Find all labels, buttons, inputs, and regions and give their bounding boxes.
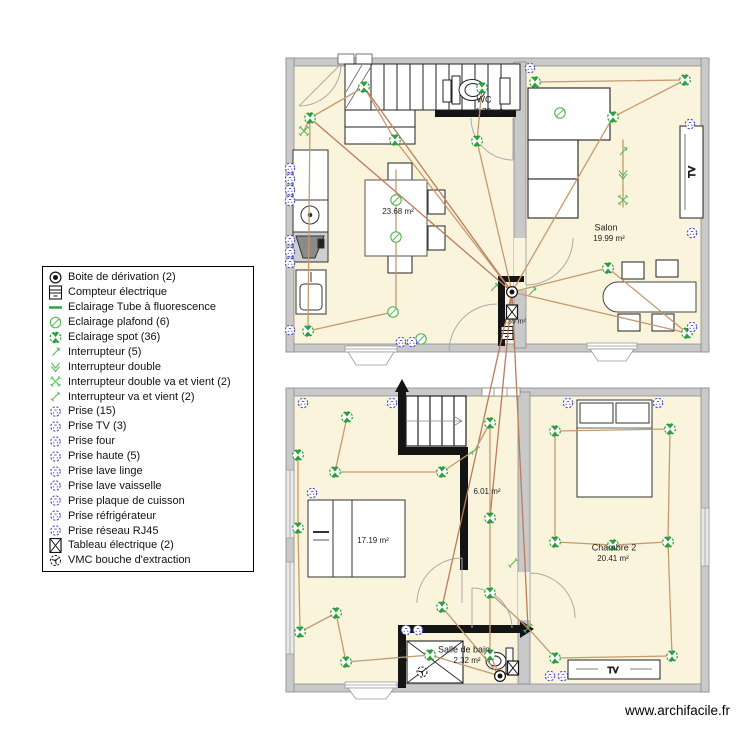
legend-item	[48, 389, 248, 404]
outlet-icon	[285, 163, 294, 172]
legend-label: Interrupteur double va et vient (2)	[68, 375, 231, 388]
outlet-icon	[298, 398, 307, 407]
tv-outlet-icon	[48, 419, 63, 434]
legend-label: Tableau électrique (2)	[68, 539, 174, 552]
legend-label: Interrupteur va et vient (2)	[68, 390, 195, 403]
legend-label: VMC bouche d'extraction	[68, 554, 191, 567]
spot-light-icon	[342, 412, 353, 423]
outlet-icon	[285, 235, 294, 244]
rj45-outlet-icon	[48, 523, 63, 538]
spot-light-icon	[390, 135, 401, 146]
legend-item	[48, 553, 248, 568]
legend-item	[48, 374, 248, 389]
legend-item	[48, 464, 248, 479]
outlet-icon	[307, 488, 316, 497]
outlet-icon	[525, 63, 534, 72]
spot-light-icon	[485, 588, 496, 599]
vmc-vent-icon	[417, 667, 427, 677]
legend-label: Prise plaque de cuisson	[68, 494, 185, 507]
legend-item	[48, 493, 248, 508]
spot-light-icon	[477, 83, 488, 94]
legend-item	[48, 419, 248, 434]
legend-item	[48, 270, 248, 285]
kitchen-units	[293, 150, 328, 314]
legend-item	[48, 434, 248, 449]
outlet-icon	[285, 325, 294, 334]
room-name-chambre2: Chambre 2	[591, 542, 637, 553]
washer-outlet-icon	[48, 464, 63, 479]
legend-label: Prise lave vaisselle	[68, 479, 162, 492]
tv-label-chambre2: TV	[607, 665, 619, 675]
legend-label: Prise lave linge	[68, 465, 143, 478]
spot-light-icon	[550, 537, 561, 548]
legend-label: Eclairage plafond (6)	[68, 316, 170, 329]
fridge-outlet-icon	[48, 508, 63, 523]
oven-outlet-icon	[48, 434, 63, 449]
double-switch-icon	[48, 359, 63, 374]
legend-item	[48, 315, 248, 330]
outlet-icon	[401, 625, 410, 634]
room-area-wc: 1.73 m²	[475, 107, 503, 116]
outlet-icon	[545, 671, 554, 680]
spot-light-icon	[425, 650, 436, 661]
tv-cabinet-salon	[680, 126, 703, 218]
legend-item	[48, 300, 248, 315]
spot-light-icon	[330, 467, 341, 478]
legend-label: Prise four	[68, 435, 116, 448]
floor-areas	[290, 62, 705, 684]
tv-outlet-icon	[685, 119, 694, 128]
vmc-vent-icon	[48, 553, 63, 568]
legend-label: Boite de dérivation (2)	[68, 271, 176, 284]
switch-icon	[48, 344, 63, 359]
legend-item	[48, 330, 248, 345]
room-name-wc: WC	[476, 94, 492, 105]
legend-item	[48, 523, 248, 538]
cooktop-outlet-icon	[48, 493, 63, 508]
ceiling-light-icon	[391, 195, 401, 205]
outlet-icon	[48, 404, 63, 419]
outlet-icon	[285, 258, 294, 267]
room-area-bedroom1: 17.19 m²	[357, 536, 389, 545]
legend-label: Prise (15)	[68, 405, 116, 418]
ceiling-light-icon	[391, 232, 401, 242]
room-area-hall: 6.01 m²	[473, 487, 501, 496]
room-name-salon: Salon	[594, 222, 618, 233]
legend	[42, 266, 254, 572]
junction-box-icon	[48, 270, 63, 285]
legend-item	[48, 285, 248, 300]
double-two-way-switch-icon	[48, 374, 63, 389]
ceiling-light-icon	[48, 315, 63, 330]
outlet-icon	[558, 671, 567, 680]
outlet-icon	[396, 337, 405, 346]
room-area-kitchen: 23.68 m²	[382, 207, 414, 216]
outlet-icon	[285, 247, 294, 256]
spot-light-icon	[608, 112, 619, 123]
outlet-icon	[285, 196, 294, 205]
legend-label: Prise réseau RJ45	[68, 524, 159, 537]
spot-light-icon	[680, 75, 691, 86]
spot-light-icon	[341, 657, 352, 668]
spot-light-icon	[550, 426, 561, 437]
room-area-bathroom: 2.32 m²	[453, 656, 481, 665]
outlet-icon	[653, 398, 662, 407]
legend-label: Prise TV (3)	[68, 420, 127, 433]
legend-item	[48, 344, 248, 359]
dishwasher-outlet-icon	[48, 478, 63, 493]
spot-light-icon	[359, 82, 370, 93]
spot-light-icon	[530, 77, 541, 88]
legend-item	[48, 538, 248, 553]
legend-item	[48, 508, 248, 523]
spot-light-icon	[550, 653, 561, 664]
ceiling-light-icon	[416, 334, 426, 344]
junction-box-icon	[507, 287, 518, 298]
legend-label: Eclairage spot (36)	[68, 331, 161, 343]
legend-list	[48, 270, 248, 568]
legend-label: Prise haute (5)	[68, 450, 141, 463]
staircase-lower	[406, 396, 466, 446]
fluorescent-tube-icon	[48, 300, 63, 315]
room-name-bathroom: Salle de bain	[437, 644, 491, 655]
ceiling-light-icon	[555, 108, 565, 118]
spot-light-icon	[665, 424, 676, 435]
outlet-icon	[687, 228, 696, 237]
electrical-panel-icon	[48, 538, 63, 553]
spot-light-icon	[667, 651, 678, 662]
room-area-chambre2: 20.41 m²	[597, 554, 629, 563]
room-area-salon: 19.99 m²	[593, 234, 625, 243]
outlet-icon	[413, 625, 422, 634]
outlet-icon	[687, 322, 696, 331]
watermark-url: www.archifacile.fr	[624, 703, 730, 718]
spot-light-icon	[603, 263, 614, 274]
outlet-icon	[285, 174, 294, 183]
legend-item	[48, 449, 248, 464]
tv-label-salon: TV	[687, 166, 697, 178]
spot-light-icon	[437, 602, 448, 613]
spot-light-icon	[663, 537, 674, 548]
legend-label: Compteur électrique	[68, 286, 168, 299]
room-area-closet: 0.39 m²	[502, 318, 526, 326]
spot-light-icon	[303, 326, 314, 337]
legend-label: Interrupteur (5)	[68, 345, 142, 358]
outlet-icon	[387, 398, 396, 407]
outlet-icon	[285, 185, 294, 194]
tv-cabinet-chambre2	[568, 660, 660, 679]
bed-chambre2	[577, 400, 652, 497]
junction-box-icon	[495, 671, 506, 682]
legend-label: Eclairage Tube à fluorescence	[68, 301, 216, 314]
legend-label: Prise réfrigérateur	[68, 509, 157, 522]
legend-item	[48, 404, 248, 419]
legend-item	[48, 359, 248, 374]
outlet-icon	[407, 337, 416, 346]
spot-light-icon	[305, 113, 316, 124]
spot-light-icon	[48, 330, 63, 345]
ceiling-light-icon	[388, 307, 398, 317]
spot-light-icon	[472, 136, 483, 147]
spot-light-icon	[437, 467, 448, 478]
legend-item	[48, 478, 248, 493]
spot-light-icon	[485, 418, 496, 429]
electrical-panel-icon	[507, 305, 518, 319]
spot-light-icon	[485, 513, 496, 524]
electrical-panel-icon	[508, 661, 519, 675]
spot-light-icon	[295, 627, 306, 638]
two-way-switch-icon	[48, 389, 63, 404]
spot-light-icon	[293, 450, 304, 461]
electric-meter-icon	[48, 285, 63, 300]
high-outlet-icon	[48, 449, 63, 464]
spot-light-icon	[331, 608, 342, 619]
outlet-icon	[563, 398, 572, 407]
legend-label: Interrupteur double	[68, 360, 161, 373]
spot-light-icon	[293, 523, 304, 534]
